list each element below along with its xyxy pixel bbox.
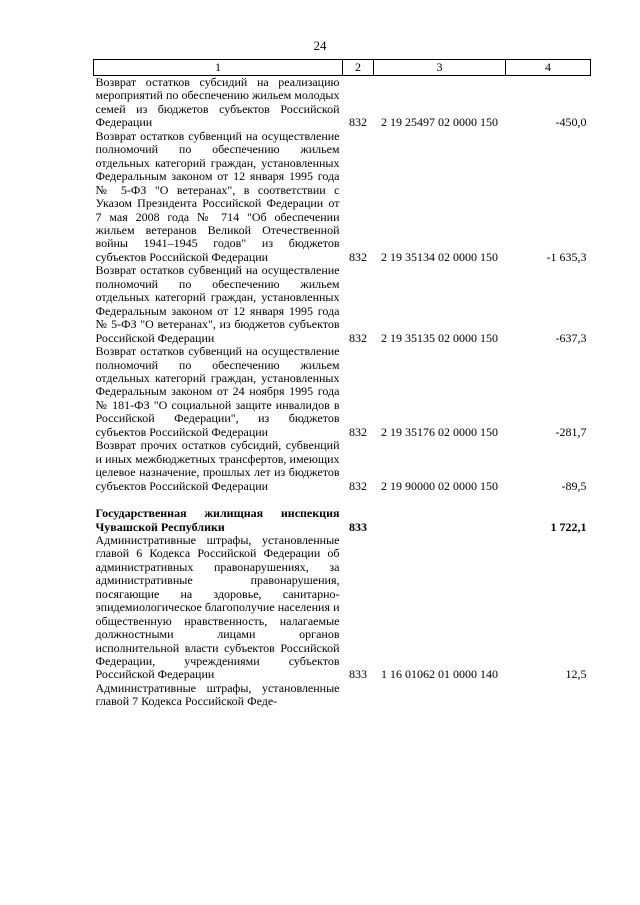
row-amount <box>506 682 591 709</box>
row-amount: -450,0 <box>555 115 587 130</box>
table-row <box>94 130 591 265</box>
row-admin-code: 833 <box>349 667 367 682</box>
table-row <box>94 76 591 130</box>
row-amount: -281,7 <box>555 424 587 439</box>
table-row <box>94 439 591 493</box>
row-description: Административные штрафы, установленные главой 6 Кодекса Российской Федерации об административных правонарушениях, за административные правонарушения, посягающие на здоровье, санитарно-эпидемиологическое благополучие населения и общественную нравственность, налагаемые должностными лицами органов исполнительной власти субъектов Российской Федерации, учреждениями субъектов Российской Федерации <box>95 532 340 682</box>
row-description: Возврат остатков субвенций на осуществление полномочий по обеспечению жильем отдельных категорий граждан, установленных Федеральным законом от 12 января 1995 года № 5-ФЗ "О ветеранах", из бюджетов субъектов Российской Федерации <box>95 263 340 345</box>
row-description: Административные штрафы, установленные главой 7 Кодекса Российской Феде- <box>95 680 340 709</box>
table-header-row <box>94 60 591 76</box>
row-amount: -89,5 <box>561 478 587 493</box>
row-amount: -637,3 <box>555 330 587 345</box>
row-admin-code: 832 <box>349 478 367 493</box>
column-header-4: 4 <box>506 60 591 76</box>
revenue-table <box>93 59 591 709</box>
row-description: Возврат остатков субвенций на осуществление полномочий по обеспечению жильем отдельных категорий граждан, установленных Федеральным законом от 12 января 1995 года № 5-ФЗ "О ветеранах", в соответствии с Указом Президента Российской Федерации от 7 мая 2008 года № 714 "Об обеспечении жильем ветеранов Великой Отечественной войны 1941–1945 годов" из бюджетов субъектов Российской Федерации <box>95 128 340 264</box>
row-budget-code <box>374 682 506 709</box>
row-admin-code: 832 <box>349 249 367 264</box>
row-description: Возврат остатков субвенций на осуществление полномочий по обеспечению жильем отдельных категорий граждан, установленных Федеральным законом от 24 ноября 1995 года № 181-ФЗ "О социальной защите инвалидов в Российской Федерации", из бюджетов субъектов Российской Федерации <box>95 344 340 439</box>
table-row <box>94 264 591 345</box>
column-header-2: 2 <box>343 60 374 76</box>
row-description: Возврат прочих остатков субсидий, субвенций и иных межбюджетных трансфертов, имеющих целевое назначение, прошлых лет из бюджетов субъектов Российской Федерации <box>95 438 340 493</box>
row-admin-code: 832 <box>349 115 367 130</box>
table-row <box>94 345 591 439</box>
table-row <box>94 682 591 709</box>
page-number: 24 <box>313 38 327 53</box>
row-description: Возврат остатков субсидий на реализацию мероприятий по обеспечению жильем молодых семей из бюджетов субъектов Российской Федерации <box>95 75 340 130</box>
row-budget-code: 2 19 35134 02 0000 150 <box>381 249 498 264</box>
row-budget-code: 2 19 35176 02 0000 150 <box>381 424 498 439</box>
section-amount: 1 722,1 <box>550 519 587 534</box>
row-admin-code: 832 <box>349 330 367 345</box>
row-budget-code: 2 19 25497 02 0000 150 <box>381 115 498 130</box>
table-spacer-row <box>94 493 591 507</box>
row-admin-code <box>343 682 374 709</box>
column-header-3: 3 <box>374 60 506 76</box>
section-title: Государственная жилищная инспекция Чувашской Республики <box>95 506 340 534</box>
table-row <box>94 534 591 682</box>
row-amount: 12,5 <box>565 667 587 682</box>
table-section-row <box>94 507 591 534</box>
section-admin-code: 833 <box>349 519 367 534</box>
row-budget-code: 2 19 90000 02 0000 150 <box>381 478 498 493</box>
row-budget-code: 2 19 35135 02 0000 150 <box>381 330 498 345</box>
row-budget-code: 1 16 01062 01 0000 140 <box>381 667 498 682</box>
column-header-1: 1 <box>94 60 343 76</box>
section-budget-code <box>374 507 506 534</box>
row-amount: -1 635,3 <box>546 249 587 264</box>
row-admin-code: 832 <box>349 424 367 439</box>
